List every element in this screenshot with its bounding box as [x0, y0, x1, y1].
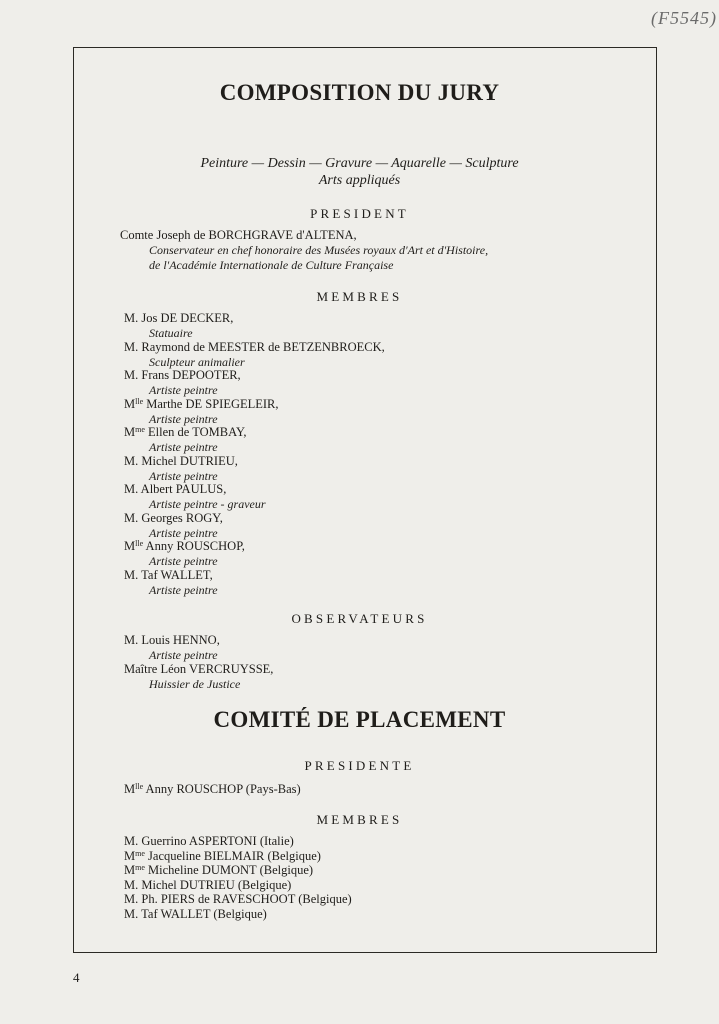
observer-role: Artiste peintre: [149, 648, 218, 662]
placement-members-heading: MEMBRES: [316, 812, 403, 827]
president-name: Comte Joseph de BORCHGRAVE d'ALTENA,: [120, 228, 357, 242]
president-title-2: de l'Académie Internationale de Culture Française: [149, 258, 394, 272]
member-name: $M^{lle}$ Anny ROUSCHOP,: [124, 539, 245, 553]
member-name: M. Taf WALLET,: [124, 567, 213, 582]
member-name: M. Michel DUTRIEU,: [124, 453, 238, 468]
member-name: M. Jos DE DECKER,: [124, 311, 234, 325]
page-number: 4: [73, 970, 80, 985]
jury-title: COMPOSITION DU JURY: [219, 80, 500, 105]
member-name: $M^{me}$ Ellen de TOMBAY,: [124, 425, 247, 439]
observer-name: M. Louis HENNO,: [124, 633, 220, 647]
placement-member: M. Michel DUTRIEU (Belgique): [124, 877, 292, 892]
placement-member: $M^{me}$ Micheline DUMONT (Belgique): [124, 863, 314, 878]
member-role: Sculpteur animalier: [149, 354, 245, 369]
placement-member: $M^{me}$ Jacqueline BIELMAIR (Belgique): [124, 848, 321, 863]
placement-president-heading: PRESIDENTE: [304, 758, 415, 773]
president-title-1: Conservateur en chef honoraire des Musées royaux d'Art et d'Histoire,: [149, 243, 489, 257]
member-name: $M^{lle}$ Marthe DE SPIEGELEIR,: [124, 396, 279, 411]
member-role: Statuaire: [149, 326, 193, 340]
placement-member: M. Ph. PIERS de RAVESCHOOT (Belgique): [124, 892, 352, 907]
member-role: Artiste peintre: [149, 440, 218, 454]
observer-role: Huissier de Justice: [149, 677, 241, 691]
disciplines-line: Peinture — Dessin — Gravure — Aquarelle — Sculpture: [200, 156, 519, 171]
disciplines-line-2: Arts appliqués: [318, 173, 401, 188]
placement-title: COMITÉ DE PLACEMENT: [213, 707, 506, 732]
president-heading: PRESIDENT: [310, 206, 409, 221]
observer-name: Maître Léon VERCRUYSSE,: [124, 662, 274, 676]
member-name: M. Georges ROGY,: [124, 510, 223, 525]
member-name: M. Frans DEPOOTER,: [124, 368, 241, 382]
member-role: Artiste peintre: [149, 468, 218, 483]
member-role: Artiste peintre: [149, 554, 218, 568]
members-heading: MEMBRES: [316, 289, 403, 304]
member-role: Artiste peintre: [149, 383, 218, 397]
placement-president: $M^{lle}$ Anny ROUSCHOP (Pays-Bas): [124, 782, 301, 796]
member-role: Artiste peintre: [149, 582, 218, 597]
handwritten-annotation: (F5545): [651, 8, 717, 28]
observers-heading: OBSERVATEURS: [291, 611, 428, 626]
member-name: M. Albert PAULUS,: [124, 482, 227, 496]
member-role: Artiste peintre: [149, 411, 218, 426]
placement-member: M. Guerrino ASPERTONI (Italie): [124, 834, 294, 848]
member-role: Artiste peintre - graveur: [149, 497, 266, 511]
member-name: M. Raymond de MEESTER de BETZENBROECK,: [124, 339, 385, 354]
placement-member: M. Taf WALLET (Belgique): [124, 907, 267, 921]
member-role: Artiste peintre: [149, 525, 218, 540]
